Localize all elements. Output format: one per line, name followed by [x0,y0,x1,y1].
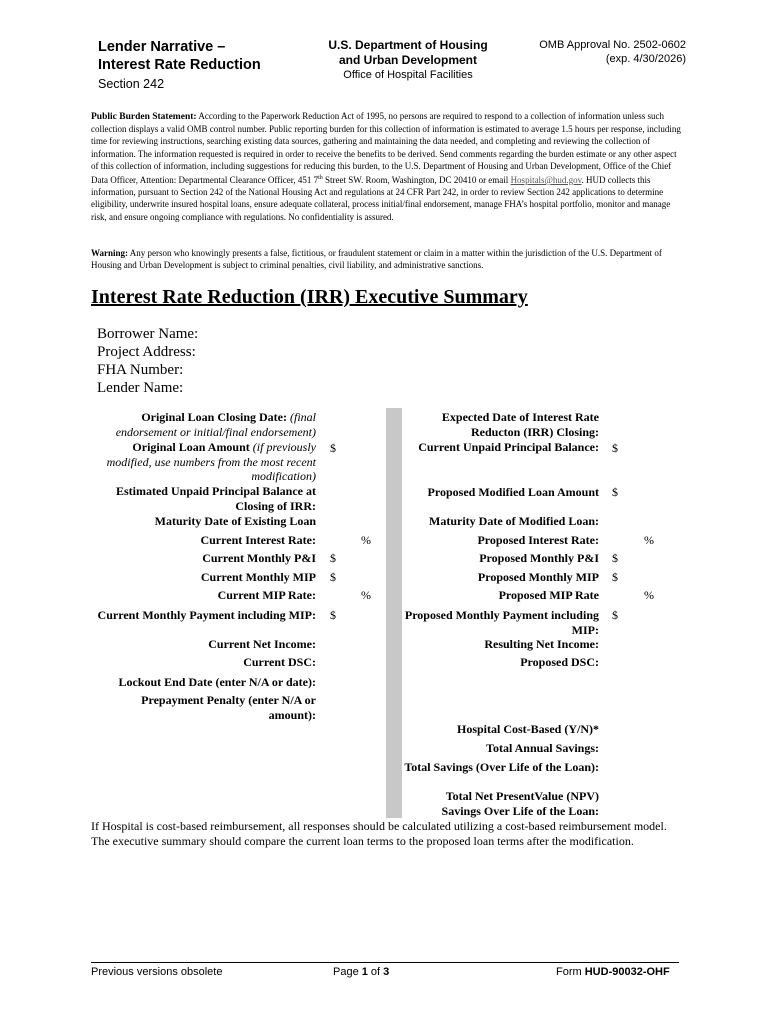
department-line1: U.S. Department of Housing [328,38,488,52]
original-closing-date-note: (final endorsement or initial/final endorsement) [115,410,316,439]
footer-page-number [333,965,389,979]
form-prefix: Form [556,966,585,978]
prepayment-penalty-label: Prepayment Penalty (enter N/A or amount): [141,693,316,722]
current-monthly-pi-label: Current Monthly P&I [202,551,316,565]
estimated-upb-label: Estimated Unpaid Principal Balance at Closing of IRR: [115,484,316,513]
column-divider [386,408,402,818]
proposed-loan-amount-label: Proposed Modified Loan Amount [427,485,599,499]
burden-text: According to the Paperwork Reduction Act of 1995, no persons are required to respond to a collection of information unless such collection displays a valid OMB control number. Public reporting burden for this collection of information is estimated to average 1.5 hours per response, including time for reviewing instructions, searching existing data sources, gathering and maintaining the data needed, and completing and reviewing the collection of information. The information requested is required in order to receive the benefits to be derived. Send comments regarding the burden estimate or any other aspect of this collection of information, including suggestions for reducing this burden, to the U.S. Department of Housing and Urban Development, Office of the Chief Data Officer, Attention: Departmental Clearance Officer, 451 7 [91,111,681,186]
current-upb-dollar: $ [612,441,618,455]
cost-based-note: If Hospital is cost-based reimbursement, all responses should be calculated utilizing a cost-based reimbursement model. [91,819,667,833]
warning-statement [91,247,683,271]
resulting-net-income-label: Resulting Net Income: [484,637,599,651]
lockout-end-date-label: Lockout End Date (enter N/A or date): [118,675,316,689]
original-loan-amount-label [96,440,316,484]
current-interest-rate-percent: % [361,533,371,547]
footer-obsolete: Previous versions obsolete [91,966,223,978]
omb-expiration: (exp. 4/30/2026) [605,53,686,65]
total-savings-life-label: Total Savings (Over Life of the Loan): [404,760,599,774]
npv-savings-label: Total Net PresentValue (NPV) Savings Over Life of the Loan: [441,789,599,818]
burden-text-end: . HUD collects this information, pursuant to Section 242 of the National Housing Act and regulations at 24 CFR Part 242, in order to review Section 242 applications to determine eligibility, underwrite insured hospital loans, ensure adequate collateral, process initial/final endorsement, manage FHA’s hospital portfolio, monitor and manage risk, and ensure ongoing compliance with regulations. No confidentiality is assured. [91,175,671,222]
project-address-label: Project Address: [97,344,196,360]
office-name: Office of Hospital Facilities [343,69,473,81]
current-dsc-label: Current DSC: [243,655,316,669]
proposed-monthly-payment-label: Proposed Monthly Payment including MIP: [404,608,599,637]
current-interest-rate-label: Current Interest Rate: [200,533,316,547]
summary-title: Interest Rate Reduction (IRR) Executive Summary [91,286,528,308]
burden-text-address: Street SW. Room, Washington, DC 20410 or email [322,175,511,186]
current-monthly-pi-dollar: $ [330,551,336,565]
lender-name-label: Lender Name: [97,380,184,396]
original-loan-amount-dollar: $ [330,441,336,455]
proposed-monthly-pi-label: Proposed Monthly P&I [479,551,599,565]
proposed-monthly-pi-dollar: $ [612,551,618,565]
form-title-line2: Interest Rate Reduction [98,57,261,73]
total-annual-savings-label: Total Annual Savings: [486,741,599,755]
proposed-mip-rate-percent: % [644,588,654,602]
expected-irr-date-label: Expected Date of Interest Rate Reducton (IRR) Closing: [441,410,599,439]
proposed-interest-rate-label: Proposed Interest Rate: [477,533,599,547]
current-monthly-payment-dollar: $ [330,608,336,622]
hospital-cost-based-label: Hospital Cost-Based (Y/N)* [456,722,599,736]
fha-number-label: FHA Number: [97,362,184,378]
department-line2: and Urban Development [338,53,478,67]
proposed-interest-rate-percent: % [644,533,654,547]
current-monthly-mip-label: Current Monthly MIP [200,570,316,584]
proposed-loan-amount-dollar: $ [612,485,618,499]
page-total: 3 [383,966,390,978]
proposed-monthly-payment-dollar: $ [612,608,618,622]
instruction-notes [91,819,681,848]
existing-maturity-label: Maturity Date of Existing Loan [154,514,316,528]
public-burden-statement [91,110,683,223]
department-block [318,38,498,83]
proposed-monthly-mip-dollar: $ [612,570,618,584]
burden-email-link[interactable]: Hospitals@hud.gov [510,175,582,186]
current-monthly-mip-dollar: $ [330,570,336,584]
original-loan-amount-text: Original Loan Amount [132,440,250,454]
burden-superscript: th [318,175,323,182]
proposed-mip-rate-label: Proposed MIP Rate [498,588,599,602]
burden-heading: Public Burden Statement: [91,112,197,122]
borrower-info [97,325,198,397]
proposed-dsc-label: Proposed DSC: [520,655,599,669]
current-mip-rate-label: Current MIP Rate: [217,588,316,602]
comparison-note: The executive summary should compare the current loan terms to the proposed loan terms after the modification. [91,833,634,848]
modified-maturity-label: Maturity Date of Modified Loan: [429,514,599,528]
form-title-block [98,38,308,93]
borrower-name-label: Borrower Name: [97,326,199,342]
current-upb-label: Current Unpaid Principal Balance: [418,440,599,454]
footer-form-id [556,965,670,979]
warning-heading: Warning: [91,248,129,258]
form-number: HUD-90032-OHF [584,966,670,978]
omb-block [520,38,686,66]
page-prefix: Page [333,966,362,978]
current-net-income-label: Current Net Income: [208,637,316,651]
original-closing-date-label [96,410,316,439]
form-section: Section 242 [98,77,165,91]
proposed-monthly-mip-label: Proposed Monthly MIP [477,570,599,584]
page-of: of [367,966,384,978]
original-loan-amount-note: (if previously modified, use numbers from the most recent modification) [106,440,316,484]
form-title-line1: Lender Narrative – [98,39,226,55]
original-closing-date-text: Original Loan Closing Date: [141,410,287,424]
current-mip-rate-percent: % [361,588,371,602]
page-current: 1 [361,966,368,978]
footer-rule [91,962,679,963]
current-monthly-payment-label: Current Monthly Payment including MIP: [97,608,316,622]
omb-approval: OMB Approval No. 2502-0602 [539,39,686,51]
warning-text: Any person who knowingly presents a false, fictitious, or fraudulent statement or claim in a matter within the jurisdiction of the U.S. Department of Housing and Urban Development is subject to criminal penalties, civil liability, and administrative sanctions. [91,248,662,271]
